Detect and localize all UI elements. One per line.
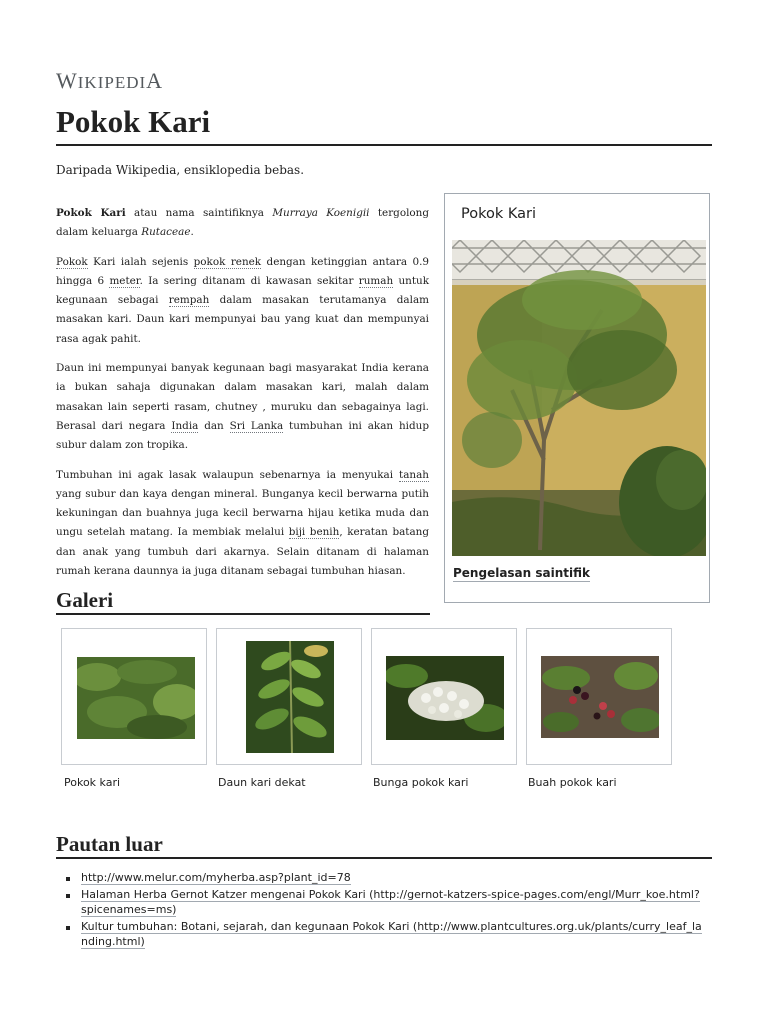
paragraph-2: Pokok Kari ialah sejenis pokok renek dengan ketinggian antara 0.9 hingga 6 meter. Ia sering ditanam di kawasan sekitar rumah untuk kegunaan sebagai rempah dalam masakan terutamanya dalam masakan kari. Daun kari mempunyai bau yang kuat dan mempunyai rasa agak pahit. <box>56 255 430 345</box>
gallery-image-curry-fruit[interactable] <box>541 656 659 738</box>
external-link-gernot-katzer[interactable]: Halaman Herba Gernot Katzer mengenai Pokok Kari (http://gernot-katzers-spice-pages.com/engl/Murr_koe.html? <box>81 887 700 901</box>
gallery-image-curry-leaves[interactable] <box>246 641 334 753</box>
gallery-caption-2: Daun kari dekat <box>218 776 306 789</box>
list-item <box>56 919 716 950</box>
gallery-heading: Galeri <box>56 587 430 615</box>
paragraph-4: Tumbuhan ini agak lasak walaupun sebenarnya ia menyukai tanah yang subur dan kaya dengan mineral. Bunganya kecil berwarna putih kekuningan dan buahnya juga kecil berwarna hijau ketika muda dan ungu setelah matang. Ia membiak melalui biji benih, keratan batang dan anak yang tumbuh dari akarnya. Selain ditanam di halaman rumah kerana daunnya ia juga ditanam sebagai tumbuhan hiasan. <box>56 468 430 578</box>
link-india[interactable]: India <box>171 419 199 432</box>
infobox-caption-link[interactable]: Pengelasan saintifik <box>453 566 590 580</box>
tagline: Daripada Wikipedia, ensiklopedia bebas. <box>56 163 305 177</box>
external-links-list <box>56 870 716 951</box>
list-item <box>56 870 716 886</box>
curry-tree-photo[interactable] <box>452 240 706 556</box>
external-link-gernot-katzer-cont[interactable]: spicenames=ms) <box>81 903 177 916</box>
article-body <box>56 204 429 591</box>
gallery-item-1[interactable] <box>61 628 207 765</box>
link-pokok[interactable]: Pokok <box>56 255 88 268</box>
family-name: Rutaceae <box>141 226 191 239</box>
gallery-image-curry-tree[interactable] <box>77 657 195 739</box>
gallery-item-2[interactable] <box>216 628 362 765</box>
gallery-caption-4: Buah pokok kari <box>528 776 617 789</box>
page-title: Pokok Kari <box>56 100 712 146</box>
link-meter[interactable]: meter <box>109 274 140 287</box>
gallery-item-4[interactable] <box>526 628 672 765</box>
external-links-heading: Pautan luar <box>56 831 712 859</box>
external-link-melur[interactable]: http://www.melur.com/myherba.asp?plant_id=78 <box>81 871 351 884</box>
external-link-plantcultures-cont[interactable]: nding.html) <box>81 935 145 948</box>
paragraph-1: Pokok Kari atau nama saintifiknya Murraya Koenigii tergolong dalam keluarga Rutaceae. <box>56 207 429 239</box>
gallery-item-3[interactable] <box>371 628 517 765</box>
link-sri-lanka[interactable]: Sri Lanka <box>229 419 284 432</box>
wikipedia-wordmark[interactable]: WIKIPEDIA <box>56 68 164 93</box>
list-item <box>56 887 716 918</box>
infobox-title: Pokok Kari <box>461 206 536 222</box>
paragraph-3: Daun ini mempunyai banyak kegunaan bagi masyarakat India kerana ia bukan sahaja digunakan dalam masakan kari, malah dalam masakan lain seperti rasam, chutney , muruku dan sebagainya lagi. Berasal dari negara India dan Sri Lanka tumbuhan ini akan hidup subur dalam zon tropika. <box>56 362 429 452</box>
link-biji-benih[interactable]: biji benih <box>288 526 340 539</box>
link-rumah[interactable]: rumah <box>358 274 394 287</box>
link-pokok-renek[interactable]: pokok renek <box>193 255 262 268</box>
gallery-caption-3: Bunga pokok kari <box>373 776 469 789</box>
scientific-name: Murraya Koenigii <box>272 207 370 219</box>
gallery-caption-1: Pokok kari <box>64 776 121 789</box>
link-tanah[interactable]: tanah <box>399 468 429 481</box>
link-rempah[interactable]: rempah <box>168 294 210 307</box>
infobox <box>444 193 710 603</box>
bold-term: Pokok Kari <box>56 207 126 219</box>
gallery-image-curry-flowers[interactable] <box>386 656 504 740</box>
external-link-plantcultures[interactable]: Kultur tumbuhan: Botani, sejarah, dan kegunaan Pokok Kari (http://www.plantcultures.org.uk/plants/curry_leaf_la <box>81 919 702 933</box>
